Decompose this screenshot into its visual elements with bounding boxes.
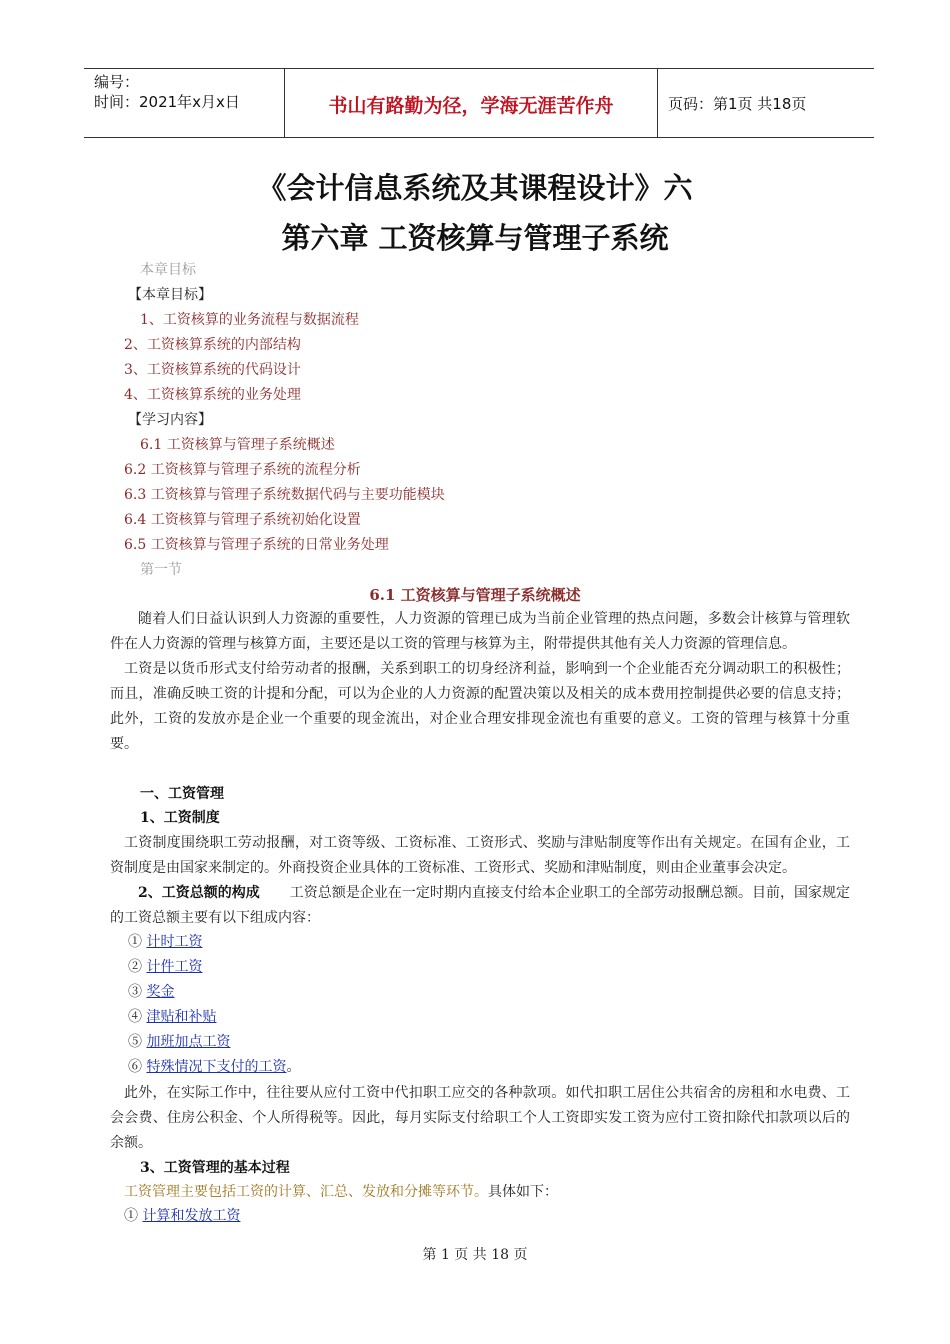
list-item: ② 计件工资 <box>128 959 203 975</box>
link-bonus[interactable]: 奖金 <box>146 984 175 1000</box>
goal-item: 4、工资核算系统的业务处理 <box>124 387 301 403</box>
page-footer: 第 1 页 共 18 页 <box>422 1247 528 1263</box>
goals-heading: 【本章目标】 <box>128 287 212 303</box>
content-item: 6.4 工资核算与管理子系统初始化设置 <box>124 512 361 528</box>
paragraph-1: 随着人们日益认识到人力资源的重要性，人力资源的管理已成为当前企业管理的热点问题，多数会计核算与管理软件在人力资源的管理与核算方面，主要还是以工资的管理与核算为主，附带提供其他有关人力资源的管理信息。 <box>110 611 850 652</box>
header-cell-center <box>284 69 658 137</box>
link-overtime-wage[interactable]: 加班加点工资 <box>146 1034 231 1050</box>
content-item: 6.5 工资核算与管理子系统的日常业务处理 <box>124 537 389 553</box>
header-table <box>84 68 874 138</box>
link-special-wage[interactable]: 特殊情况下支付的工资 <box>146 1059 287 1075</box>
heading-total-wage: 2、工资总额的构成 <box>138 885 260 901</box>
process-intro-highlight: 工资管理主要包括工资的计算、汇总、发放和分摊等环节。 <box>124 1184 488 1200</box>
list-item: ④ 津贴和补贴 <box>128 1009 217 1025</box>
header-cell-left <box>84 69 284 137</box>
motto: 书山有路勤为径，学海无涯苦作舟 <box>328 95 614 117</box>
header-cell-right <box>658 69 874 137</box>
goal-item: 1、工资核算的业务流程与数据流程 <box>140 312 359 328</box>
list-item: ⑥ 特殊情况下支付的工资。 <box>128 1059 301 1075</box>
paragraph-2: 工资是以货币形式支付给劳动者的报酬，关系到职工的切身经济利益，影响到一个企业能否充分调动职工的积极性；而且，准确反映工资的计提和分配，可以为企业的人力资源的配置决策以及相关的成本费用控制提供必要的信息支持；此外，工资的发放亦是企业一个重要的现金流出，对企业合理安排现金流也有重要的意义。工资的管理与核算十分重要。 <box>110 661 850 752</box>
section-label: 第一节 <box>140 562 182 578</box>
content-item: 6.1 工资核算与管理子系统概述 <box>140 437 335 453</box>
document-title: 《会计信息系统及其课程设计》六 <box>257 171 693 205</box>
link-piece-wage[interactable]: 计件工资 <box>146 959 203 975</box>
heading-basic-process: 3、工资管理的基本过程 <box>140 1160 290 1176</box>
section-title: 6.1 工资核算与管理子系统概述 <box>369 586 581 604</box>
link-time-wage[interactable]: 计时工资 <box>146 934 203 950</box>
chapter-title: 第六章 工资核算与管理子系统 <box>281 221 669 255</box>
link-calc-pay-wage[interactable]: 计算和发放工资 <box>142 1208 241 1224</box>
paragraph-3: 工资制度围绕职工劳动报酬，对工资等级、工资标准、工资形式、奖励与津贴制度等作出有关规定。在国有企业，工资制度是由国家来制定的。外商投资企业具体的工资标准、工资形式、奖励和津贴制度，则由企业董事会决定。 <box>110 835 850 876</box>
paragraph-5: 此外，在实际工作中，往往要从应付工资中代扣职工应交的各种款项。如代扣职工居住公共宿舍的房租和水电费、工会会费、住房公积金、个人所得税等。因此，每月实际支付给职工个人工资即实发工资为应付工资扣除代扣款项以后的余额。 <box>110 1085 850 1151</box>
list-item: ① 计时工资 <box>128 934 203 950</box>
link-allowance[interactable]: 津贴和补贴 <box>146 1009 217 1025</box>
heading-wage-management: 一、工资管理 <box>140 786 224 802</box>
content-heading: 【学习内容】 <box>128 412 212 428</box>
paragraph-4-text: 工资总额是企业在一定时期内直接支付给本企业职工的全部劳动报酬总额。目前，国家规定的工资总额主要有以下组成内容： <box>110 885 850 926</box>
list-item: ⑤ 加班加点工资 <box>128 1034 231 1050</box>
process-intro <box>124 1182 558 1202</box>
goal-item: 2、工资核算系统的内部结构 <box>124 337 301 353</box>
content-item: 6.2 工资核算与管理子系统的流程分析 <box>124 462 361 478</box>
goal-item: 3、工资核算系统的代码设计 <box>124 362 301 378</box>
list-item: ③ 奖金 <box>128 984 175 1000</box>
page-label: 页码：第1页 共18页 <box>668 95 807 113</box>
time-label: 时间：2021年x月x日 <box>94 93 240 111</box>
list-item: ① 计算和发放工资 <box>124 1208 241 1224</box>
process-intro-rest: 具体如下： <box>488 1184 558 1200</box>
heading-wage-system: 1、工资制度 <box>140 810 220 826</box>
chapter-goal-label: 本章目标 <box>140 262 196 278</box>
paragraph-4 <box>110 881 850 931</box>
content-item: 6.3 工资核算与管理子系统数据代码与主要功能模块 <box>124 487 445 503</box>
number-label: 编号： <box>94 73 140 91</box>
